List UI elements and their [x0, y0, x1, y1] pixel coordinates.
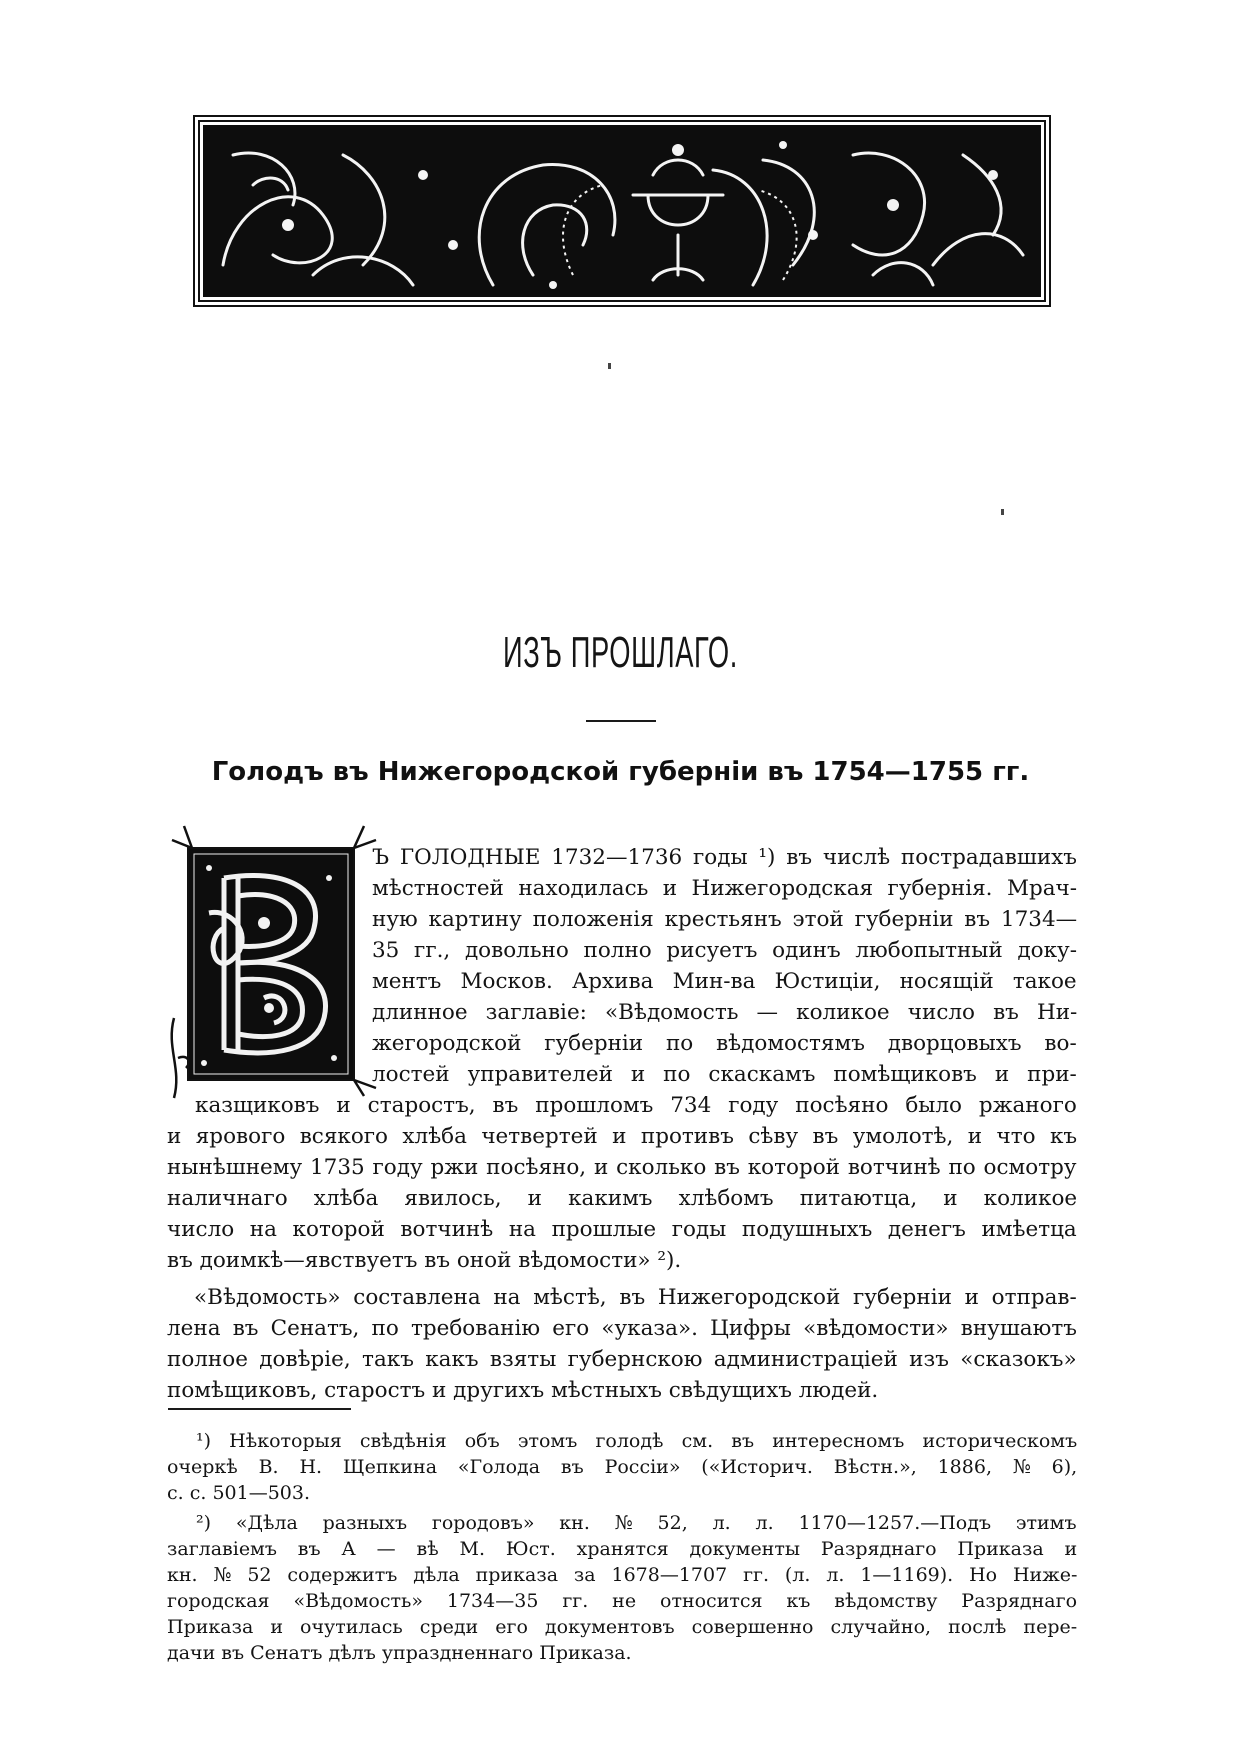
body-line: жегородской губерніи по вѣдомостямъ дворцовыхъ во-: [372, 1031, 1077, 1056]
footnote-line: ¹) Нѣкоторыя свѣдѣнія объ этомъ голодѣ см. въ интересномъ историческомъ: [196, 1430, 1078, 1452]
body-line: помѣщиковъ, старостъ и другихъ мѣстныхъ свѣдущихъ людей.: [167, 1378, 879, 1403]
body-line: наличнаго хлѣба явилось, и какимъ хлѣбомъ питаютца, и коликое: [167, 1186, 1078, 1211]
article-title: Голодъ въ Нижегородской губерніи въ 1754—1755 гг.: [211, 757, 1030, 787]
print-speck: [608, 363, 611, 369]
body-line: въ доимкѣ—явствуетъ въ оной вѣдомости» ²).: [167, 1248, 682, 1273]
body-line: полное довѣріе, такъ какъ взяты губернскою администраціей изъ «сказокъ»: [167, 1347, 1077, 1372]
footnote-line: городская «Вѣдомость» 1734—35 гг. не относится къ вѣдомству Разряднаго: [167, 1590, 1078, 1612]
page-title: ИЗЪ ПРОШЛАГО.: [503, 628, 738, 677]
body-line: число на которой вотчинѣ на прошлые годы подушныхъ денегъ имѣетца: [167, 1217, 1077, 1242]
title-divider: [586, 720, 656, 722]
body-line: лостей управителей и по скаскамъ помѣщиковъ и при-: [372, 1062, 1077, 1087]
body-line: Ъ ГОЛОДНЫЕ 1732—1736 годы ¹) въ числѣ пострадавшихъ: [372, 845, 1077, 870]
body-line: и ярового всякого хлѣба четвертей и противъ сѣву въ умолотѣ, и что къ: [167, 1124, 1078, 1149]
footnote-line: кн. № 52 содержитъ дѣла приказа за 1678—1707 гг. (л. л. 1—1169). Но Нижe-: [167, 1564, 1078, 1586]
print-speck: [1001, 509, 1004, 515]
footnote-line: Приказа и очутилась среди его документовъ совершенно случайно, послѣ пере-: [167, 1616, 1078, 1638]
footnote-divider: [168, 1408, 351, 1410]
footnote-line: с. с. 501—503.: [167, 1482, 311, 1504]
footnote-line: заглавіемъ въ А — вѣ М. Юст. хранятся документы Разряднаго Приказа и: [167, 1538, 1078, 1560]
body-line: «Вѣдомость» составлена на мѣстѣ, въ Нижегородской губерніи и отправ-: [194, 1285, 1077, 1310]
footnote-line: ²) «Дѣла разныхъ городовъ» кн. № 52, л. л. 1170—1257.—Подъ этимъ: [196, 1512, 1077, 1534]
footnote-line: дачи въ Сенатъ дѣлъ упраздненнаго Приказа.: [167, 1642, 632, 1664]
body-line: нынѣшнему 1735 году ржи посѣяно, и сколько въ которой вотчинѣ по осмотру: [167, 1155, 1077, 1180]
drop-cap-ornament-icon: [164, 818, 378, 1110]
body-line: длинное заглавіе: «Вѣдомость — коликое число въ Ни-: [372, 1000, 1078, 1025]
footnote-line: очеркѣ В. Н. Щепкина «Голода въ Россіи» («Историч. Вѣстн.», 1886, № 6),: [167, 1456, 1078, 1478]
body-line: мѣстностей находилась и Нижегородская губернія. Мрач-: [372, 876, 1078, 901]
floral-scroll-headpiece-icon: [193, 115, 1051, 307]
body-line: казщиковъ и старостъ, въ прошломъ 734 году посѣяно было ржаного: [195, 1093, 1077, 1118]
body-line: ментъ Москов. Архива Мин-ва Юстиціи, носящій такое: [372, 969, 1077, 994]
body-line: 35 гг., довольно полно рисуетъ одинъ любопытный доку-: [372, 938, 1077, 963]
body-line: ную картину положенія крестьянъ этой губерніи въ 1734—: [372, 907, 1078, 932]
body-line: лена въ Сенатъ, по требованію его «указа». Цифры «вѣдомости» внушаютъ: [167, 1316, 1077, 1341]
